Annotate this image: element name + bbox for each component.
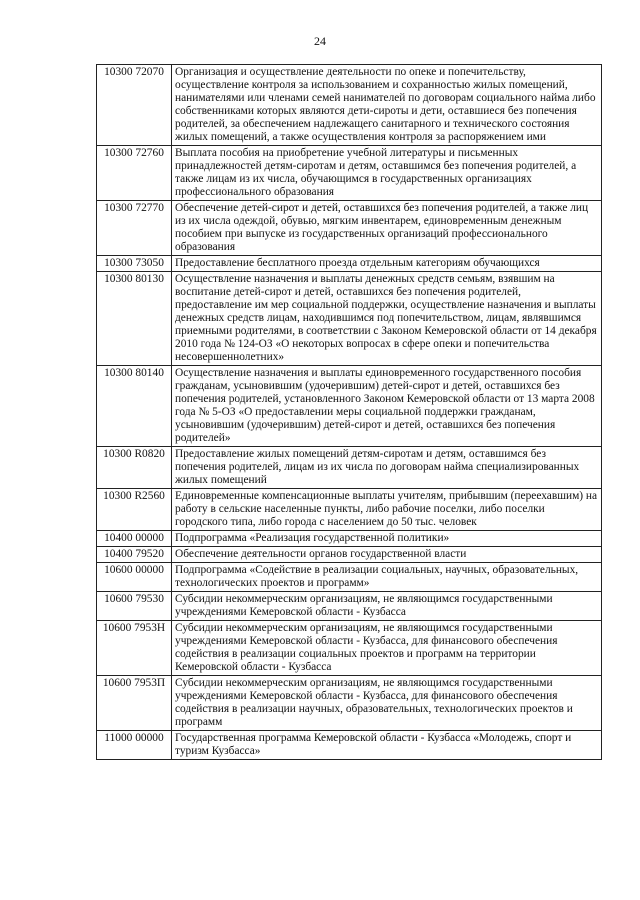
row-description: Субсидии некоммерческим организациям, не являющимся государственными учреждениями Кемеровской области - Кузбасса, для финансового обеспечения содействия в реализации научных, образовательных, технологических проектов и программ [172, 676, 602, 731]
row-description: Осуществление назначения и выплаты денежных средств семьям, взявшим на воспитание детей-сирот и детей, оставшихся без попечения родителей, предоставление им мер социальной поддержки, осуществление назначения и выплаты денежных средств лицам, находившимся под попечительством, лицам, являвшимся приемными родителями, в соответствии с Законом Кемеровской области от 14 декабря 2010 года № 124-ОЗ «О некоторых вопросах в сфере опеки и попечительства несовершеннолетних» [172, 272, 602, 366]
row-code: 10300 72760 [97, 146, 172, 201]
row-description: Подпрограмма «Содействие в реализации социальных, научных, образовательных, технологических проектов и программ» [172, 563, 602, 592]
table-row [97, 489, 602, 531]
row-code: 10600 00000 [97, 563, 172, 592]
table-row [97, 256, 602, 272]
row-code: 10300 80130 [97, 272, 172, 366]
row-code: 10300 80140 [97, 366, 172, 447]
table-row [97, 146, 602, 201]
row-description: Субсидии некоммерческим организациям, не являющимся государственными учреждениями Кемеровской области - Кузбасса, для финансового обеспечения содействия в реализации социальных проектов и программ на территории Кемеровской области - Кузбасса [172, 621, 602, 676]
row-code: 11000 00000 [97, 731, 172, 760]
row-code: 10300 R2560 [97, 489, 172, 531]
table-row [97, 201, 602, 256]
row-description: Подпрограмма «Реализация государственной политики» [172, 531, 602, 547]
row-code: 10600 7953Н [97, 621, 172, 676]
table-row [97, 272, 602, 366]
row-code: 10300 R0820 [97, 447, 172, 489]
table-row [97, 447, 602, 489]
row-description: Субсидии некоммерческим организациям, не являющимся государственными учреждениями Кемеровской области - Кузбасса [172, 592, 602, 621]
table-body [97, 65, 602, 760]
row-code: 10400 79520 [97, 547, 172, 563]
row-description: Единовременные компенсационные выплаты учителям, прибывшим (переехавшим) на работу в сельские населенные пункты, либо рабочие поселки, либо поселки городского типа, либо города с населением до 50 тыс. человек [172, 489, 602, 531]
table-row [97, 621, 602, 676]
budget-code-table [96, 64, 602, 760]
table-row [97, 65, 602, 146]
row-description: Организация и осуществление деятельности по опеке и попечительству, осуществление контроля за использованием и сохранностью жилых помещений, нанимателями или членами семей нанимателей по договорам социального найма либо собственниками которых являются дети-сироты и дети, оставшиеся без попечения родителей, за обеспечением надлежащего санитарного и технического состояния жилых помещений, а также осуществления контроля за распоряжением ими [172, 65, 602, 146]
table-row [97, 592, 602, 621]
row-code: 10600 79530 [97, 592, 172, 621]
row-code: 10600 7953П [97, 676, 172, 731]
row-description: Обеспечение деятельности органов государственной власти [172, 547, 602, 563]
table-row [97, 731, 602, 760]
row-description: Выплата пособия на приобретение учебной литературы и письменных принадлежностей детям-сиротам и детям, оставшимся без попечения родителей, а также лицам из их числа, обучающимся в государственных организациях профессионального образования [172, 146, 602, 201]
row-description: Государственная программа Кемеровской области - Кузбасса «Молодежь, спорт и туризм Кузбасса» [172, 731, 602, 760]
table-row [97, 563, 602, 592]
table-row [97, 531, 602, 547]
row-code: 10300 72070 [97, 65, 172, 146]
row-description: Осуществление назначения и выплаты единовременного государственного пособия гражданам, усыновившим (удочерившим) детей-сирот и детей, оставшихся без попечения родителей, установленного Законом Кемеровской области от 13 марта 2008 года № 5-ОЗ «О предоставлении меры социальной поддержки гражданам, усыновившим (удочерившим) детей-сирот и детей, оставшихся без попечения родителей» [172, 366, 602, 447]
table-row [97, 547, 602, 563]
table-row [97, 366, 602, 447]
page-number: 24 [314, 34, 326, 48]
row-description: Предоставление бесплатного проезда отдельным категориям обучающихся [172, 256, 602, 272]
row-code: 10300 73050 [97, 256, 172, 272]
row-code: 10300 72770 [97, 201, 172, 256]
row-description: Предоставление жилых помещений детям-сиротам и детям, оставшимся без попечения родителей, лицам из их числа по договорам найма специализированных жилых помещений [172, 447, 602, 489]
row-description: Обеспечение детей-сирот и детей, оставшихся без попечения родителей, а также лиц из их числа одеждой, обувью, мягким инвентарем, единовременным денежным пособием при выпуске из государственных организаций профессионального образования [172, 201, 602, 256]
row-code: 10400 00000 [97, 531, 172, 547]
table-row [97, 676, 602, 731]
